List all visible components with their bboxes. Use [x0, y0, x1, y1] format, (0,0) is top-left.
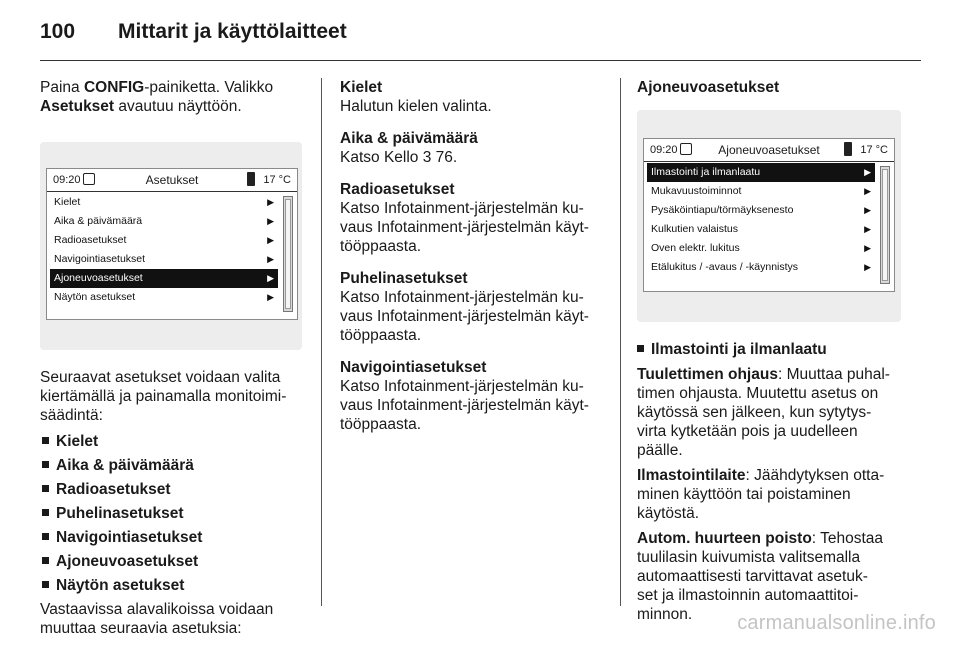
- menu-item-label: Ajoneuvoasetukset: [54, 272, 143, 284]
- column-divider-2: [620, 78, 621, 606]
- section-text: vaus Infotainment-järjestelmän käyt-: [340, 308, 589, 325]
- intro-text: -painiketta. Valikko: [144, 79, 274, 96]
- section-heading: Ajoneuvoasetukset: [637, 79, 780, 96]
- menu-item-radio[interactable]: [50, 231, 278, 250]
- arrow-right-icon: ▶: [267, 292, 274, 302]
- menu-item-label: Oven elektr. lukitus: [651, 242, 740, 254]
- column-divider-1: [321, 78, 322, 606]
- screen-title: Ajoneuvoasetukset: [718, 143, 820, 157]
- menu-item-label: Pysäköintiapu/törmäyksenesto: [651, 204, 794, 216]
- section-text: Katso Kello: [340, 149, 423, 166]
- description: tuulilasin kuivumista valitsemalla: [637, 549, 861, 566]
- section-kielet: [340, 78, 608, 116]
- scrollbar-thumb[interactable]: [882, 169, 888, 281]
- arrow-right-icon: ▶: [267, 235, 274, 245]
- menu-item-label: Radioasetukset: [54, 234, 127, 246]
- intro-text: Paina: [40, 79, 84, 96]
- menu-item-door-lock[interactable]: [647, 239, 875, 258]
- page-title: Mittarit ja käyttölaitteet: [118, 20, 347, 43]
- clock-time: 09:20: [53, 174, 81, 186]
- list-item: [42, 552, 308, 571]
- settings-screen-image: [40, 142, 302, 350]
- page-header: [40, 14, 920, 54]
- vehicle-settings-screen-image: [637, 110, 901, 322]
- section-radio: [340, 180, 608, 256]
- menu-item-label: Navigointiasetukset: [54, 253, 146, 265]
- menu-item-label: Mukavuustoiminnot: [651, 185, 742, 197]
- scrollbar[interactable]: [283, 196, 293, 312]
- list-item-label: Aika & päivämäärä: [56, 457, 194, 474]
- temperature: 17 °C: [263, 174, 291, 186]
- section-text: Katso Infotainment-järjestelmän ku-: [340, 289, 584, 306]
- description: käytöstä.: [637, 505, 700, 522]
- section-text: Halutun kielen valinta.: [340, 98, 492, 115]
- bullet-square-icon: [637, 345, 644, 352]
- fan-control-item: [637, 365, 905, 460]
- list-item: [42, 576, 308, 595]
- settings-display: [46, 168, 298, 320]
- intro-text: avautuu näyttöön.: [114, 98, 242, 115]
- term: Ilmastointilaite: [637, 467, 746, 484]
- status-bar: [644, 139, 894, 161]
- page-number: 100: [40, 20, 76, 43]
- description: päälle.: [637, 442, 683, 459]
- section-title: Puhelinasetukset: [340, 270, 468, 287]
- list-item: [42, 456, 308, 475]
- term: Autom. huurteen poisto: [637, 530, 812, 547]
- section-phone: [340, 269, 608, 345]
- bullet-square-icon: [42, 437, 49, 444]
- arrow-right-icon: ▶: [267, 254, 274, 264]
- arrow-right-icon: ▶: [864, 186, 871, 196]
- bullet-square-icon: [42, 509, 49, 516]
- list-item-label: Kielet: [56, 433, 99, 450]
- menu-item-aika[interactable]: [50, 212, 278, 231]
- menu-item-comfort[interactable]: [647, 182, 875, 201]
- description: timen ohjausta. Muutettu asetus on: [637, 385, 879, 402]
- temperature: 17 °C: [860, 144, 888, 156]
- list-item-label: Puhelinasetukset: [56, 505, 184, 522]
- scrollbar-thumb[interactable]: [285, 199, 291, 309]
- description: minen käyttöön tai poistaminen: [637, 486, 851, 503]
- column-3: [637, 78, 905, 624]
- arrow-right-icon: ▶: [864, 167, 871, 177]
- climate-bullet: [637, 340, 905, 359]
- section-title: Navigointiasetukset: [340, 359, 487, 376]
- menu-item-remote[interactable]: [647, 258, 875, 277]
- arrow-right-icon: ▶: [864, 262, 871, 272]
- menu-item-label: Etälukitus / -avaus / -käynnistys: [651, 261, 799, 273]
- phone-icon: [247, 172, 255, 186]
- list-item: [42, 432, 308, 451]
- section-title: Radioasetukset: [340, 181, 455, 198]
- description: : Tehostaa: [811, 530, 884, 547]
- vehicle-settings-display: [643, 138, 895, 292]
- description: : Muuttaa puhal-: [777, 366, 890, 383]
- arrow-right-icon: ▶: [267, 273, 274, 283]
- arrow-right-icon: ▶: [864, 243, 871, 253]
- list-item-label: Radioasetukset: [56, 481, 171, 498]
- ac-item: [637, 466, 905, 523]
- scrollbar[interactable]: [880, 166, 890, 284]
- settings-term: Asetukset: [40, 98, 115, 115]
- bullet-square-icon: [42, 533, 49, 540]
- section-text: 76.: [431, 149, 458, 166]
- submenu-intro: Vastaavissa alavalikoissa voidaan muuttaa seuraavia asetuksia:: [40, 601, 274, 637]
- list-item: [42, 480, 308, 499]
- description: : Jäähdytyksen otta-: [745, 467, 885, 484]
- bullet-square-icon: [42, 557, 49, 564]
- settings-menu: [50, 193, 278, 307]
- menu-item-label: Ilmastointi ja ilmanlaatu: [651, 166, 761, 178]
- section-text: vaus Infotainment-järjestelmän käyt-: [340, 219, 589, 236]
- arrow-right-icon: ▶: [864, 224, 871, 234]
- description: käytössä sen jälkeen, kun sytytys-: [637, 404, 872, 421]
- bullet-square-icon: [42, 581, 49, 588]
- watermark: carmanualsonline.info: [737, 612, 936, 634]
- menu-item-kielet[interactable]: [50, 193, 278, 212]
- list-item: [42, 504, 308, 523]
- description: set ja ilmastoinnin automaattitoi-: [637, 587, 859, 604]
- column-1: [40, 78, 308, 651]
- description: minnon.: [637, 606, 693, 623]
- vehicle-settings-menu: [647, 163, 875, 277]
- menu-item-label: Kulkutien valaistus: [651, 223, 738, 235]
- status-separator: [644, 161, 894, 162]
- page-reference-arrow-icon: 3: [422, 149, 432, 166]
- menu-item-climate[interactable]: [647, 163, 875, 182]
- section-navigation: [340, 358, 608, 434]
- section-text: Katso Infotainment-järjestelmän ku-: [340, 200, 584, 217]
- list-item-label: Ajoneuvoasetukset: [56, 553, 199, 570]
- config-button-term: CONFIG: [83, 79, 145, 96]
- status-bar: [47, 169, 297, 191]
- column-2: [340, 78, 608, 447]
- arrow-right-icon: ▶: [864, 205, 871, 215]
- description: virta kytketään pois ja uudelleen: [637, 423, 858, 440]
- header-divider: [40, 60, 921, 61]
- section-text: tööppaasta.: [340, 327, 422, 344]
- section-title: Kielet: [340, 79, 383, 96]
- arrow-right-icon: ▶: [267, 216, 274, 226]
- arrow-right-icon: ▶: [267, 197, 274, 207]
- menu-item-label: Näytön asetukset: [54, 291, 136, 303]
- bullet-square-icon: [42, 461, 49, 468]
- section-title: Aika & päivämäärä: [340, 130, 478, 147]
- auto-defog-item: [637, 529, 905, 624]
- menu-item-lighting[interactable]: [647, 220, 875, 239]
- section-text: vaus Infotainment-järjestelmän käyt-: [340, 397, 589, 414]
- intro-paragraph: [40, 78, 308, 116]
- settings-intro: Seuraavat asetukset voidaan valita kiertämällä ja painamalla monitoimisäädintä:: [40, 369, 287, 424]
- section-aika: [340, 129, 608, 167]
- section-text: Katso Infotainment-järjestelmän ku-: [340, 378, 584, 395]
- description: automaattisesti tarvittavat asetuk-: [637, 568, 868, 585]
- menu-item-label: Kielet: [54, 196, 81, 208]
- section-text: tööppaasta.: [340, 416, 422, 433]
- bullet-label: Ilmastointi ja ilmanlaatu: [651, 341, 827, 358]
- menu-item-label: Aika & päivämäärä: [54, 215, 143, 227]
- bullet-square-icon: [42, 485, 49, 492]
- clock-time: 09:20: [650, 144, 678, 156]
- list-item-label: Navigointiasetukset: [56, 529, 203, 546]
- term: Tuulettimen ohjaus: [637, 366, 778, 383]
- menu-item-parking[interactable]: [647, 201, 875, 220]
- menu-item-navigation[interactable]: [50, 250, 278, 269]
- list-item: [42, 528, 308, 547]
- settings-list: [40, 432, 308, 595]
- list-item-label: Näytön asetukset: [56, 577, 185, 594]
- menu-item-vehicle[interactable]: [50, 269, 278, 288]
- menu-item-display[interactable]: [50, 288, 278, 307]
- section-text: tööppaasta.: [340, 238, 422, 255]
- status-separator: [47, 191, 297, 192]
- screen-title: Asetukset: [145, 173, 199, 187]
- phone-icon: [844, 142, 852, 156]
